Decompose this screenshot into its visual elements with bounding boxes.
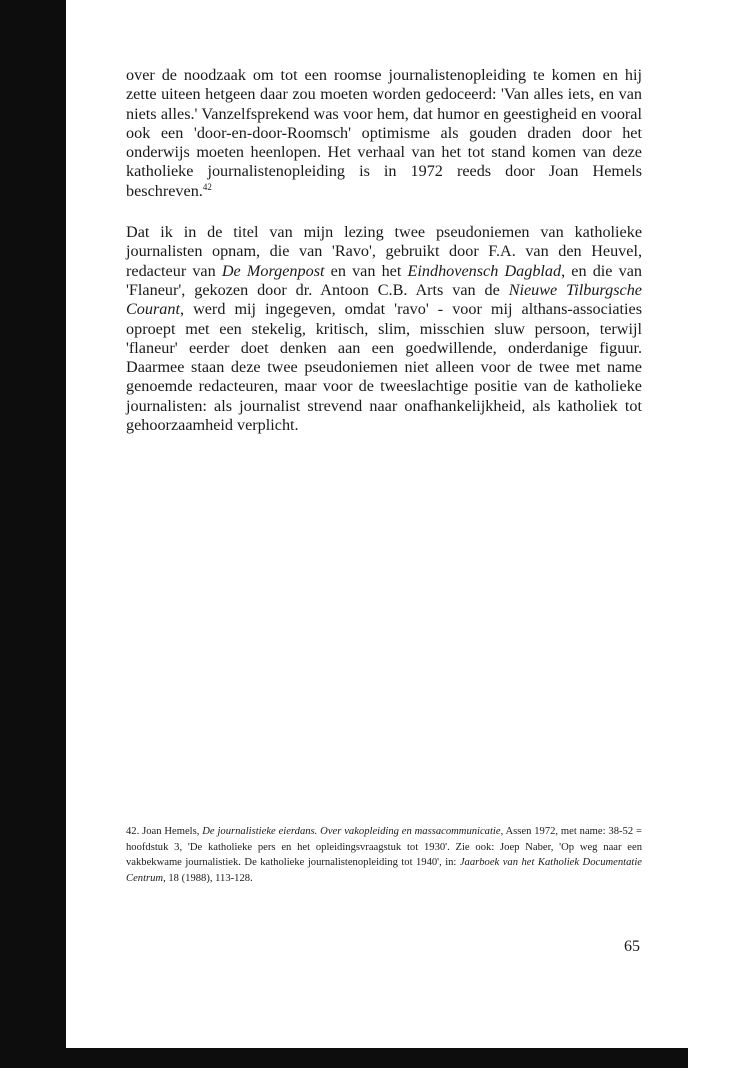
paragraph-2-text-d: , werd mij ingegeven, omdat 'ravo' - voor mij althans-associaties oproept met een stekelig, kritisch, slim, misschien sluw persoon, terwijl 'flaneur' eerder doet denken aan een goedwillende, onderdanige figuur. Daarmee staan deze twee pseudoniemen niet alleen voor de twee met name genoemde redacteuren, maar voor de tweeslachtige positie van de katholieke journalisten: als journalist strevend naar onafhankelijkheid, als katholiek tot gehoorzaamheid verplicht.	[126, 300, 642, 435]
footnote-text-c: , 18 (1988), 113-128.	[163, 872, 253, 884]
footnote-text-a: 42. Joan Hemels,	[126, 826, 203, 837]
paragraph-2-text-c: , en die van 'Flaneur', gekozen door dr. Antoon C.B. Arts van de	[126, 261, 642, 299]
paragraph-1	[126, 66, 642, 201]
paragraph-2-text-b: en van het	[324, 261, 408, 280]
paragraph-1-text: over de noodzaak om tot een roomse journalistenopleiding te komen en hij zette uiteen hetgeen daar zou moeten worden gedoceerd: 'Van alles iets, en van niets alles.' Vanzelfsprekend was voor hem, dat humor en geestigheid en vooral ook een 'door-en-door-Roomsch' optimisme als gouden draden door het onderwijs moeten heenlopen. Het verhaal van het tot stand komen van deze katholieke journalistenopleiding is in 1972 reeds door Joan Hemels beschreven.	[126, 66, 642, 200]
footnote-reference: 42	[202, 181, 212, 192]
newspaper-title-morgenpost: De Morgenpost	[221, 261, 325, 280]
page-number: 65	[624, 938, 640, 955]
newspaper-title-tilburgsche-courant: Nieuwe Tilburgsche Courant	[126, 280, 642, 319]
scan-border-bottom	[0, 1048, 688, 1068]
scan-margin-right	[688, 0, 738, 1068]
footnote-42	[126, 824, 642, 886]
footnote-book-title: De journalistieke eierdans. Over vakopleiding en massacommunicatie	[202, 826, 501, 837]
paragraph-2-text-a: Dat ik in de titel van mijn lezing twee pseudoniemen van katholieke journalisten opnam, die van 'Ravo', gebruikt door F.A. van den Heuvel, redacteur van	[126, 223, 642, 280]
body-text	[126, 66, 642, 457]
footnote-journal-title: Jaarboek van het Katholiek Documentatie Centrum	[126, 857, 642, 884]
paragraph-2	[126, 223, 642, 435]
scan-border-left	[0, 0, 66, 1068]
footnote-text-b: , Assen 1972, met name: 38-52 = hoofdstuk 3, 'De katholieke pers en het opleidingsvraagstuk tot 1930'. Zie ook: Joep Naber, 'Op weg naar een vakbekwame journalistiek. De katholieke journalistenopleiding tot 1940', in:	[126, 826, 642, 868]
newspaper-title-eindhovensch-dagblad: Eindhovensch Dagblad	[407, 261, 562, 280]
